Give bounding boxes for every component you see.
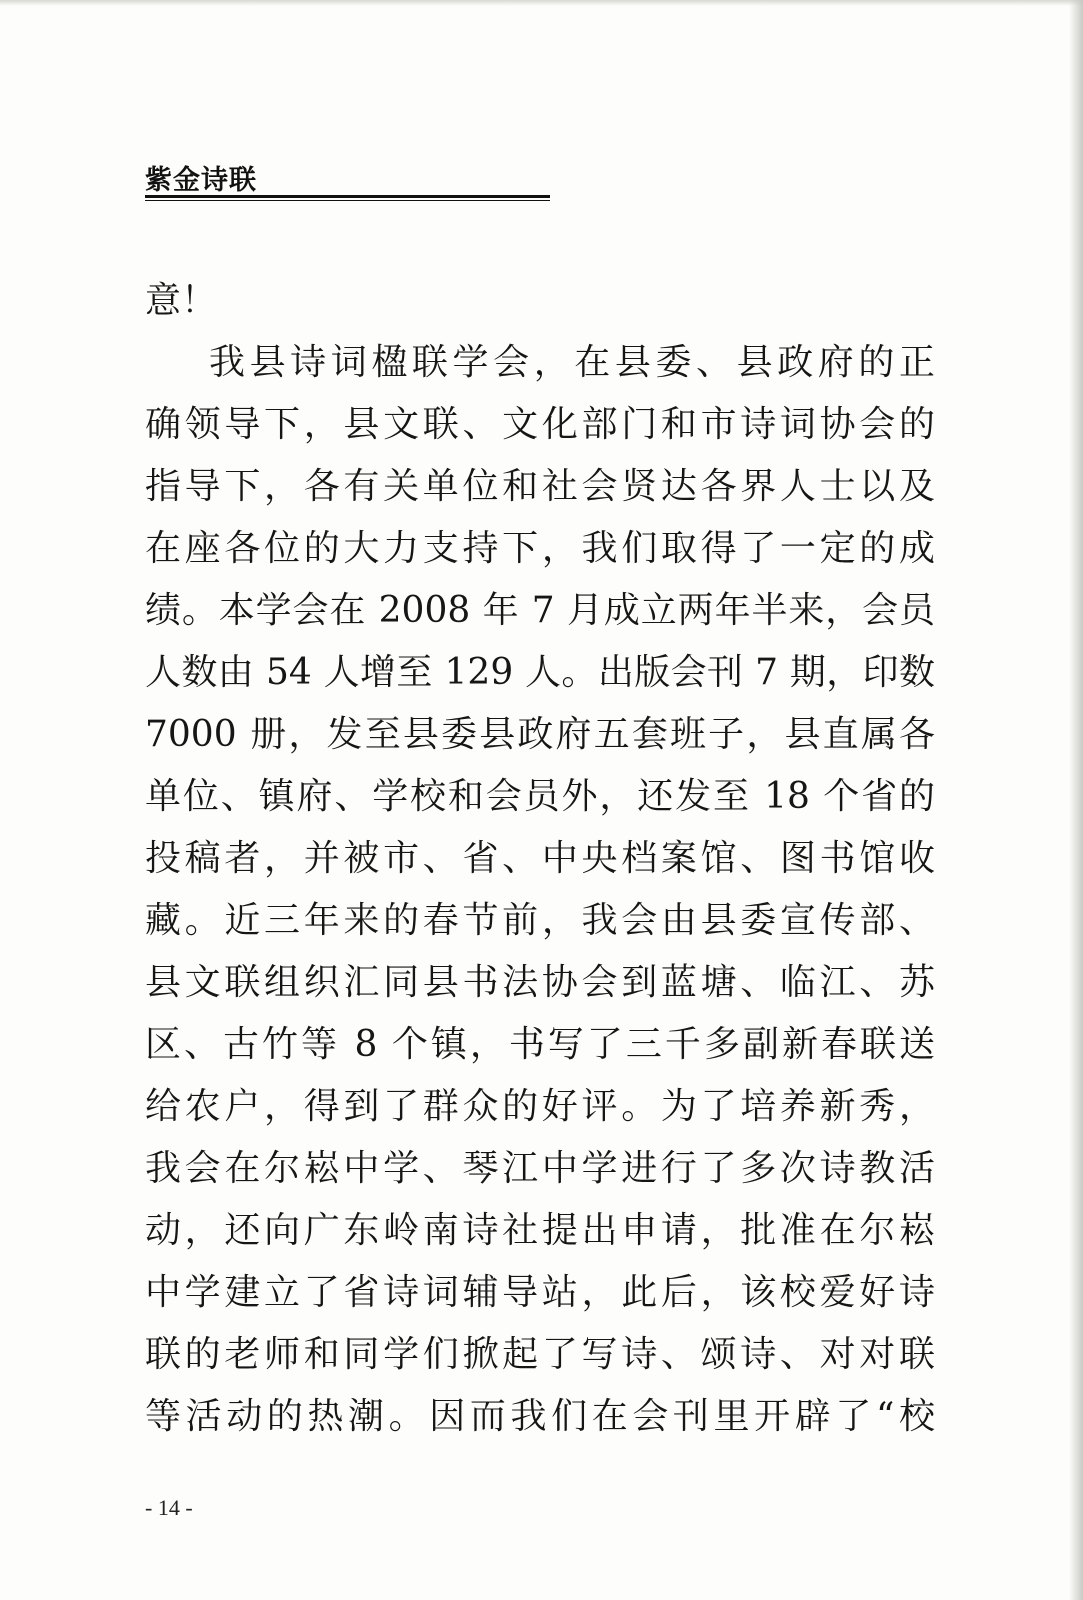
text-line: 投稿者，并被市、省、中央档案馆、图书馆收 [145,838,935,879]
text-line: 我会在尔崧中学、琴江中学进行了多次诗教活 [145,1148,935,1189]
text-line: 区、古竹等 8 个镇，书写了三千多副新春联送 [145,1024,935,1065]
text-line: 意！ [145,280,218,321]
text-line: 动，还向广东岭南诗社提出申请，批准在尔崧 [145,1210,935,1251]
text-line: 7000 册，发至县委县政府五套班子，县直属各 [145,714,935,755]
text-line: 我县诗词楹联学会，在县委、县政府的正 [209,342,935,383]
text-line: 确领导下，县文联、文化部门和市诗词协会的 [145,404,935,445]
scan-edge-right [1069,0,1083,1600]
text-line: 绩。本学会在 2008 年 7 月成立两年半来，会员 [145,590,935,631]
page-number: - 14 - [145,1495,193,1520]
text-line: 人数由 54 人增至 129 人。出版会刊 7 期，印数 [145,652,935,693]
header-rule-thick [145,195,550,198]
text-line: 联的老师和同学们掀起了写诗、颂诗、对对联 [145,1334,935,1375]
running-header-title: 紫金诗联 [145,165,257,196]
text-line: 等活动的热潮。因而我们在会刊里开辟了“校 [145,1396,935,1437]
scan-edge-top [0,0,1083,6]
text-line: 县文联组织汇同县书法协会到蓝塘、临江、苏 [145,962,935,1003]
text-line: 指导下，各有关单位和社会贤达各界人士以及 [145,466,935,507]
text-line: 给农户，得到了群众的好评。为了培养新秀， [145,1086,935,1127]
text-line: 藏。近三年来的春节前，我会由县委宣传部、 [145,900,935,941]
text-line: 单位、镇府、学校和会员外，还发至 18 个省的 [145,776,935,817]
header-rule-thin [145,200,550,201]
text-line: 在座各位的大力支持下，我们取得了一定的成 [145,528,935,569]
text-line: 中学建立了省诗词辅导站，此后，该校爱好诗 [145,1272,935,1313]
body-text [145,270,935,1448]
